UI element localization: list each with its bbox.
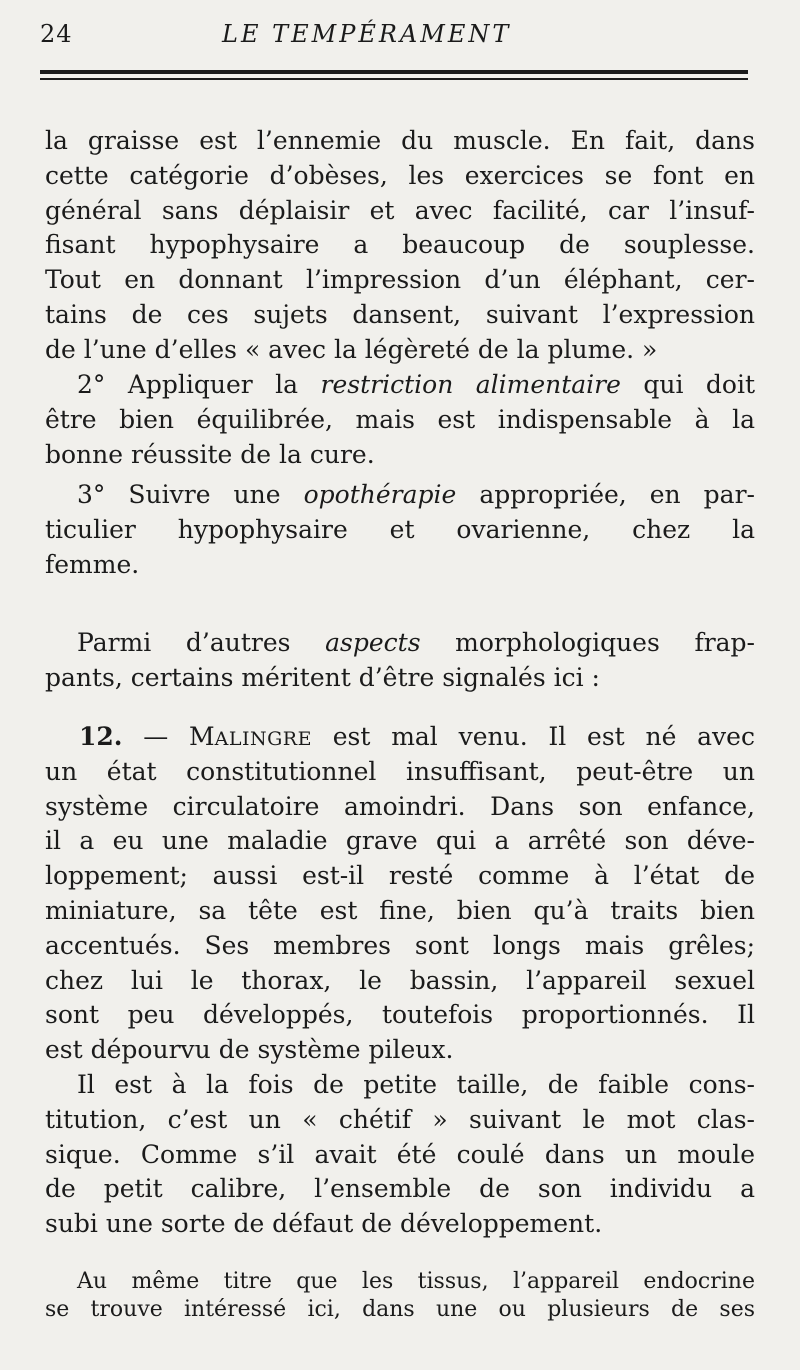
- text-line: cette catégorie d’obèses, les exercices se font en: [45, 160, 755, 190]
- text-line: être bien équilibrée, mais est indispensable à la: [45, 404, 755, 434]
- item-3-tail: appropriée, en par-: [456, 480, 755, 509]
- text-line: femme.: [45, 549, 140, 579]
- paragraph-aspects: [45, 626, 755, 696]
- text-line: [45, 478, 755, 513]
- page-header: [0, 18, 800, 54]
- text-line: bonne réussite de la cure.: [45, 439, 375, 469]
- text-line: la graisse est l’ennemie du muscle. En fait, dans: [45, 126, 755, 155]
- paragraph-endocrine: [45, 1268, 755, 1324]
- item-2-tail: qui doit: [620, 370, 755, 399]
- text-line: tains de ces sujets dansent, suivant l’expression: [45, 299, 755, 329]
- text-line: subi une sorte de défaut de développement.: [45, 1209, 603, 1239]
- text-line: Au même titre que les tissus, l’appareil endocrine: [77, 1269, 755, 1294]
- page-number: 24: [40, 20, 73, 48]
- item-3-lead: 3° Suivre une: [77, 480, 304, 509]
- text-line: un état constitutionnel insuffisant, peut-être un: [45, 756, 755, 786]
- item-2-emphasis: restriction alimentaire: [320, 370, 621, 399]
- text-line: se trouve intéressé ici, dans une ou plusieurs de ses: [45, 1297, 755, 1322]
- text-line: pants, certains méritent d’être signalés ici :: [45, 662, 600, 692]
- text-line: miniature, sa tête est fine, bien qu’à traits bien: [45, 895, 755, 925]
- aspects-emphasis: aspects: [325, 628, 421, 657]
- section-name-rest: ALINGRE: [214, 728, 312, 750]
- text-line: de petit calibre, l’ensemble de son individu a: [45, 1174, 755, 1204]
- section-number: 12.: [79, 722, 123, 751]
- text-line: loppement; aussi est-il resté comme à l’état de: [45, 861, 755, 891]
- text-line: accentués. Ses membres sont longs mais grêles;: [45, 930, 755, 960]
- text-line: titution, c’est un « chétif » suivant le mot clas-: [45, 1104, 755, 1134]
- paragraph-stature: [45, 1068, 755, 1242]
- text-line: système circulatoire amoindri. Dans son enfance,: [45, 791, 755, 821]
- text-line: Tout en donnant l’impression d’un éléphant, cer-: [45, 265, 755, 295]
- header-rule-thin: [40, 78, 748, 80]
- list-item-3: [45, 478, 755, 582]
- text-line: chez lui le thorax, le bassin, l’appareil sexuel: [45, 965, 755, 995]
- item-3-emphasis: opothérapie: [303, 480, 457, 509]
- aspects-tail: morphologiques frap-: [420, 628, 755, 657]
- paragraph-obese-exercise: [45, 124, 755, 368]
- text-line: sique. Comme s’il avait été coulé dans un moule: [45, 1139, 755, 1169]
- text-line: sont peu développés, toutefois proportionnés. Il: [45, 1000, 755, 1030]
- section-first-line-tail: est mal venu. Il est né avec: [311, 722, 755, 751]
- text-line: ticulier hypophysaire et ovarienne, chez la: [45, 514, 755, 544]
- header-rule-thick: [40, 70, 748, 74]
- text-line: [45, 368, 755, 403]
- aspects-lead: Parmi d’autres: [77, 628, 326, 657]
- running-title: LE TEMPÉRAMENT: [222, 20, 512, 48]
- item-2-lead: 2° Appliquer la: [77, 370, 321, 399]
- text-line: est dépourvu de système pileux.: [45, 1035, 454, 1065]
- text-line: général sans déplaisir et avec facilité, car l’insuf-: [45, 195, 755, 225]
- text-line: Il est à la fois de petite taille, de faible cons-: [77, 1070, 755, 1099]
- section-12-malingre: [45, 720, 755, 1068]
- section-name-initial: M: [189, 722, 215, 751]
- text-line: [45, 626, 755, 661]
- text-line: de l’une d’elles « avec la légèreté de la plume. »: [45, 334, 658, 364]
- text-line: [45, 720, 755, 755]
- section-dash: —: [122, 722, 190, 751]
- list-item-2: [45, 368, 755, 472]
- text-line: il a eu une maladie grave qui a arrêté son déve-: [45, 826, 755, 856]
- text-line: fisant hypophysaire a beaucoup de souplesse.: [45, 230, 755, 260]
